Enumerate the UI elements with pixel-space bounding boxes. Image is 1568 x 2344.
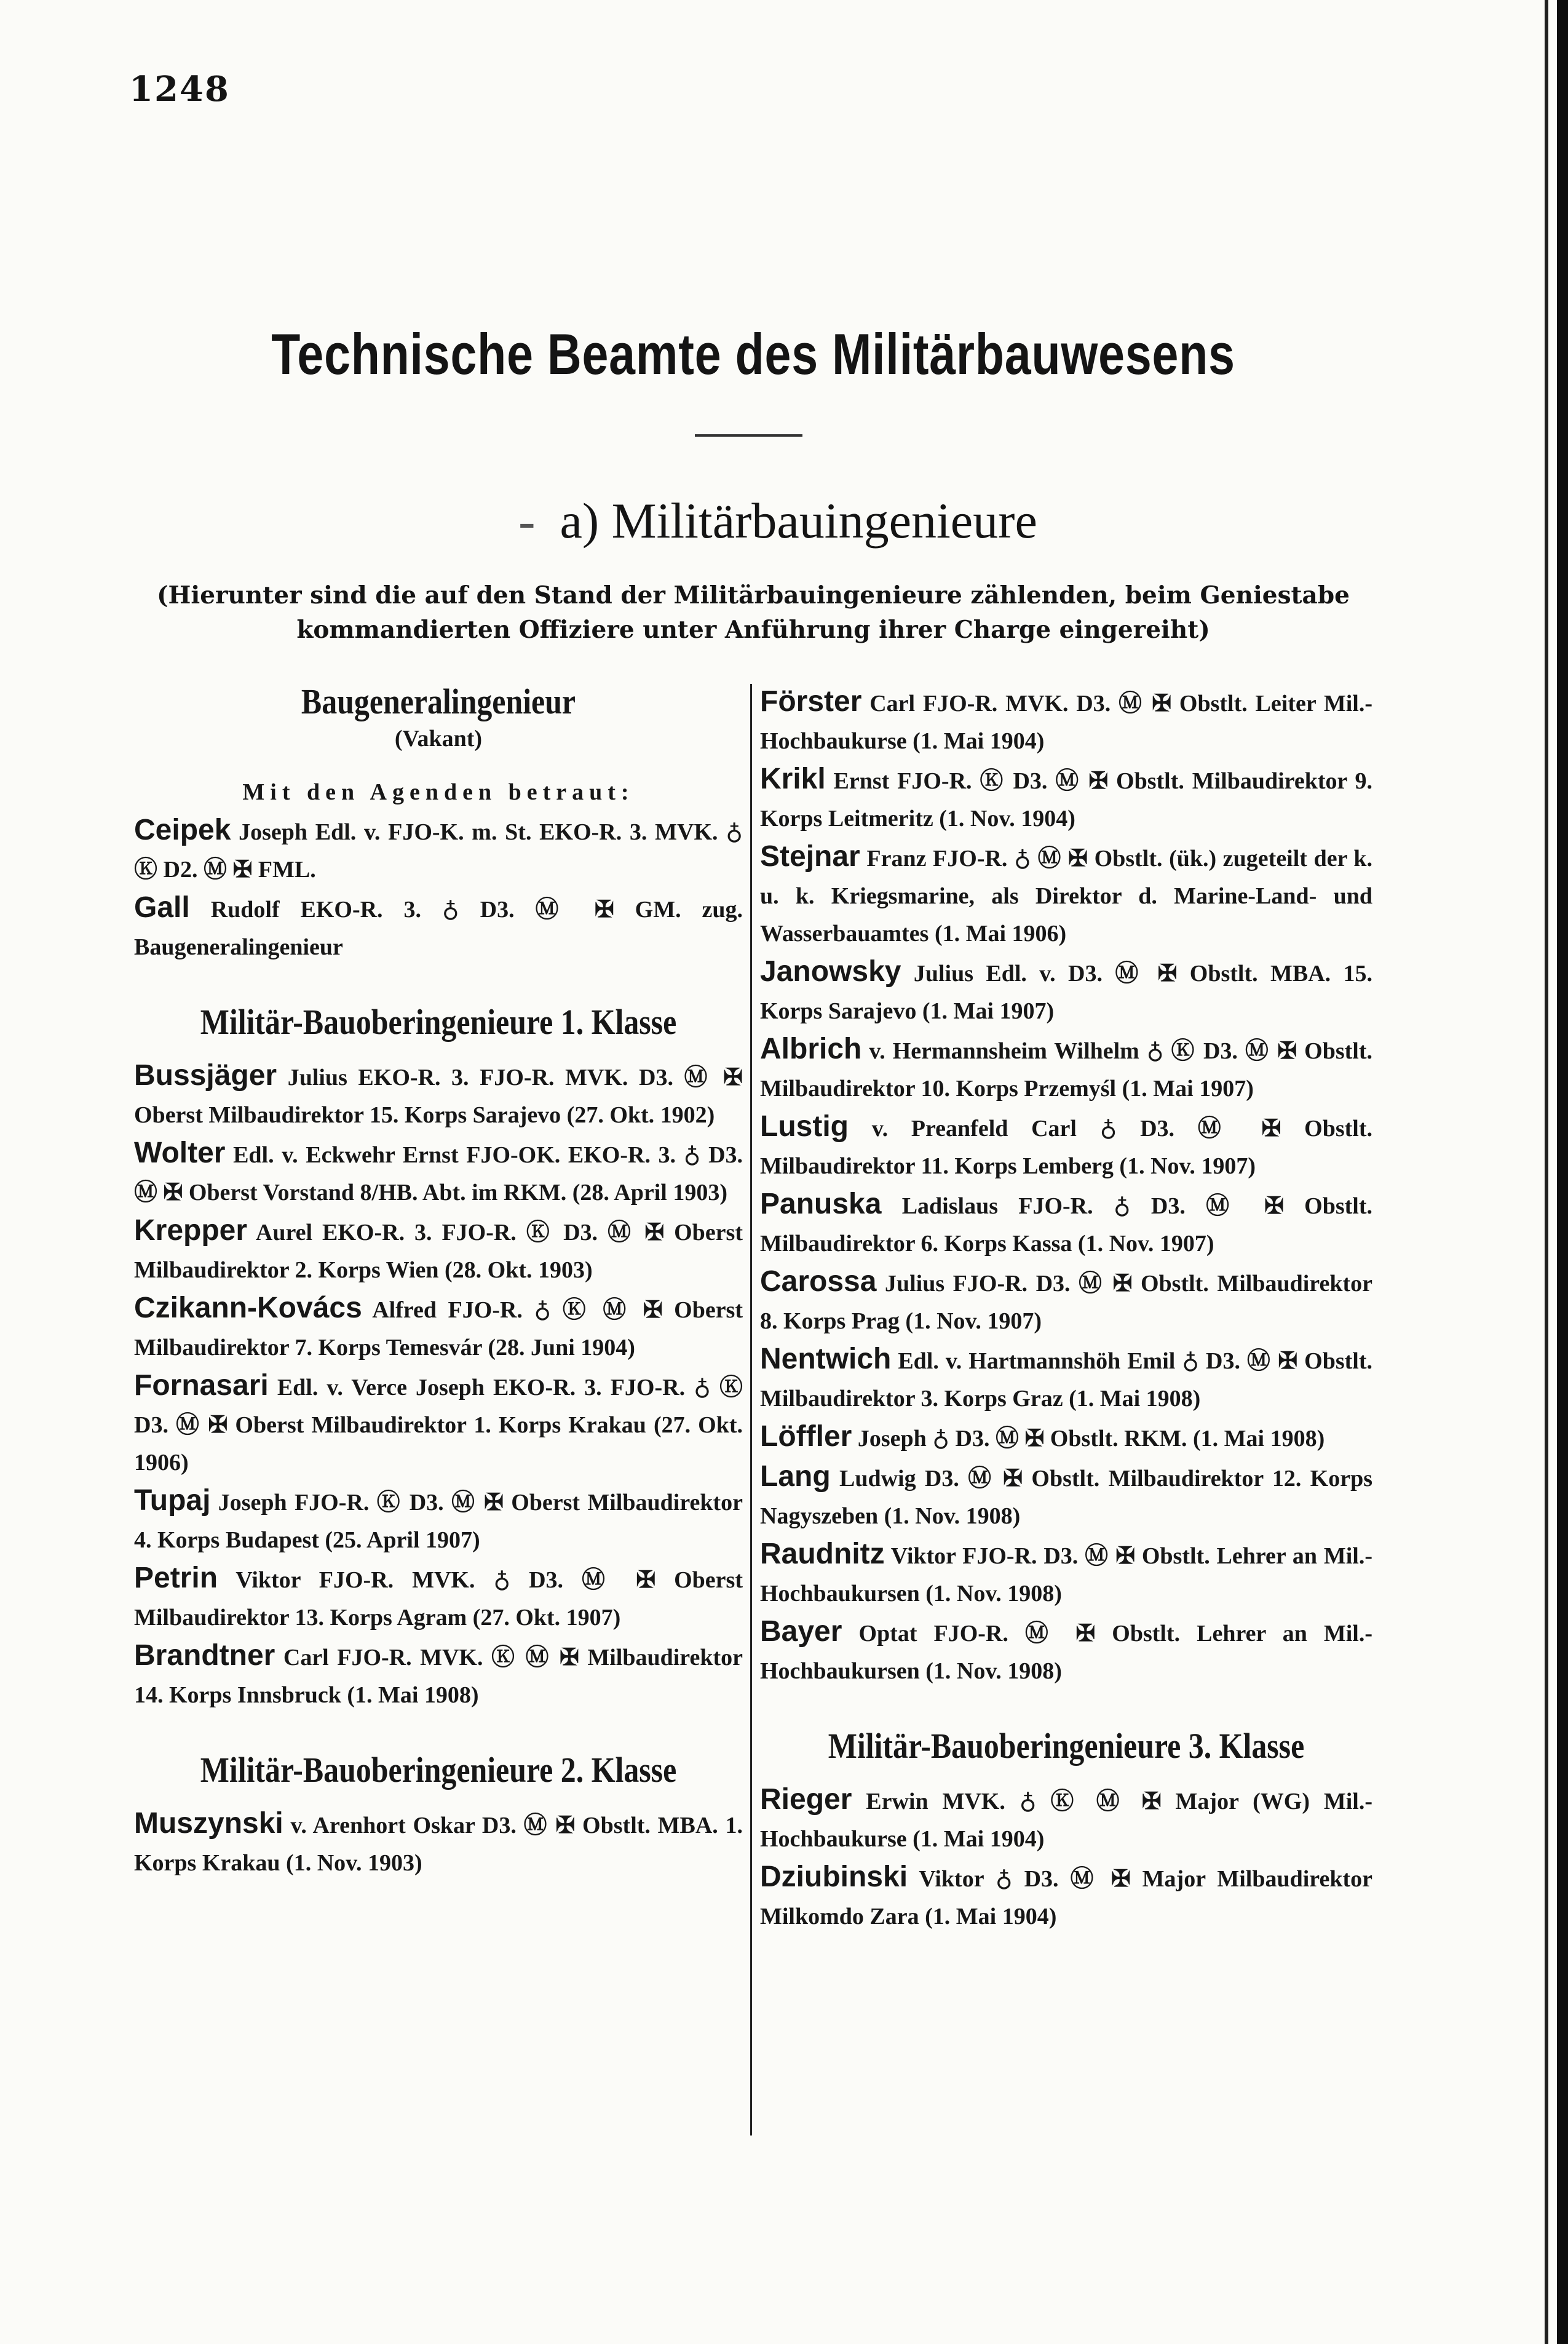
list-item (134, 1057, 743, 1134)
entry-name: Carossa (760, 1265, 877, 1298)
entry-name: Löffler (760, 1420, 852, 1453)
entry-name: Petrin (134, 1562, 218, 1594)
entry-text: v. Preanfeld Carl ♁ D3. Ⓜ ✠ Obstlt. Milbaudirektor 11. Korps Lemberg (1. Nov. 1907) (760, 1116, 1373, 1179)
entry-name: Czikann-Kovács (134, 1292, 362, 1324)
list-item (760, 1418, 1372, 1458)
section-subtitle (0, 492, 1507, 550)
vakant-note: (Vakant) (394, 726, 483, 752)
entry-name: Ceipek (134, 814, 231, 846)
entry-text: Rudolf EKO-R. 3. ♁ D3. Ⓜ ✠ GM. zug. Baugeneralingenieur (134, 897, 743, 960)
list-item (134, 1289, 743, 1367)
entry-text: Joseph FJO-R. Ⓚ D3. Ⓜ ✠ Oberst Milbaudirektor 4. Korps Budapest (25. April 1907) (134, 1490, 743, 1553)
list-item (760, 1458, 1372, 1535)
subtitle-text: a) Militärbauingenieure (560, 493, 1037, 549)
page-number: 1248 (129, 69, 230, 109)
intro-note: (Hierunter sind die auf den Stand der Militärbauingenieure zählenden, beim Geniestabe kommandierten Offiziere unter Anführung ihrer Charge eingereiht) (157, 581, 1350, 644)
entry-text: Erwin MVK. ♁ Ⓚ Ⓜ ✠ Major (WG) Mil.-Hochbaukurse (1. Mai 1904) (760, 1789, 1373, 1852)
page-edge-line (1545, 0, 1548, 2344)
list-item (760, 1263, 1372, 1340)
entry-name: Krikl (760, 763, 826, 795)
list-item (134, 1559, 743, 1637)
list-item (760, 1613, 1372, 1690)
entry-text: Edl. v. Hartmannshöh Emil ♁ D3. Ⓜ ✠ Obstlt. Milbaudirektor 3. Korps Graz (1. Mai 1908) (760, 1348, 1372, 1412)
entry-text: Joseph ♁ D3. Ⓜ ✠ Obstlt. RKM. (1. Mai 1908) (857, 1426, 1325, 1452)
entry-name: Lustig (760, 1110, 849, 1143)
right-column (760, 683, 1372, 1936)
entry-text: Carl FJO-R. MVK. Ⓚ Ⓜ ✠ Milbaudirektor 14. Korps Innsbruck (1. Mai 1908) (134, 1645, 743, 1708)
left-column (134, 683, 743, 1882)
entry-name: Krepper (134, 1214, 248, 1247)
entry-text: Joseph Edl. v. FJO-K. m. St. EKO-R. 3. MVK. ♁ Ⓚ D2. Ⓜ ✠ FML. (134, 819, 743, 883)
subtitle-dash: - (518, 493, 536, 549)
entry-text: Ludwig D3. Ⓜ ✠ Obstlt. Milbaudirektor 12. Korps Nagyszeben (1. Nov. 1908) (760, 1466, 1372, 1529)
entry-name: Gall (134, 891, 190, 924)
entry-name: Fornasari (134, 1369, 269, 1402)
entry-name: Rieger (760, 1783, 852, 1816)
heading-klasse-1: Militär-Bauoberingenieure 1. Klasse (200, 1002, 677, 1042)
entry-text: Alfred FJO-R. ♁ Ⓚ Ⓜ ✠ Oberst Milbaudirektor 7. Korps Temesvár (28. Juni 1904) (134, 1297, 743, 1361)
list-item (760, 1030, 1372, 1108)
entry-name: Dziubinski (760, 1861, 908, 1893)
entry-text: Ernst FJO-R. Ⓚ D3. Ⓜ ✠ Obstlt. Milbaudirektor 9. Korps Leitmeritz (1. Nov. 1904) (760, 768, 1372, 832)
heading-baugeneralingenieur: Baugeneralingenieur (301, 681, 576, 721)
entry-text: Julius FJO-R. D3. Ⓜ ✠ Obstlt. Milbaudirektor 8. Korps Prag (1. Nov. 1907) (760, 1271, 1372, 1334)
list-item (760, 1185, 1372, 1263)
list-item (134, 811, 743, 889)
list-item (760, 1108, 1372, 1185)
entry-text: Ladislaus FJO-R. ♁ D3. Ⓜ ✠ Obstlt. Milbaudirektor 6. Korps Kassa (1. Nov. 1907) (760, 1193, 1372, 1257)
list-item (760, 1340, 1372, 1418)
list-item (134, 1637, 743, 1714)
title-divider (695, 434, 802, 437)
entry-name: Raudnitz (760, 1538, 885, 1570)
list-item (760, 1535, 1372, 1613)
entry-text: Viktor FJO-R. MVK. ♁ D3. Ⓜ ✠ Oberst Milbaudirektor 13. Korps Agram (27. Okt. 1907) (134, 1567, 743, 1631)
entry-text: Viktor ♁ D3. Ⓜ ✠ Major Milbaudirektor Milkomdo Zara (1. Mai 1904) (760, 1866, 1372, 1929)
entry-text: Edl. v. Verce Joseph EKO-R. 3. FJO-R. ♁ Ⓚ D3. Ⓜ ✠ Oberst Milbaudirektor 1. Korps Krakau (27. Okt. 1906) (134, 1375, 743, 1476)
entry-name: Nentwich (760, 1343, 892, 1375)
entry-name: Panuska (760, 1188, 882, 1220)
heading-klasse-3: Militär-Bauoberingenieure 3. Klasse (828, 1726, 1305, 1766)
list-item (134, 1134, 743, 1212)
entry-text: v. Hermannsheim Wilhelm ♁ Ⓚ D3. Ⓜ ✠ Obstlt. Milbaudirektor 10. Korps Przemyśl (1. Mai 1907) (760, 1038, 1372, 1102)
page-edge (1557, 0, 1568, 2344)
entry-name: Bussjäger (134, 1059, 277, 1092)
list-item (134, 1212, 743, 1289)
entry-text: v. Arenhort Oskar D3. Ⓜ ✠ Obstlt. MBA. 1. Korps Krakau (1. Nov. 1903) (134, 1813, 743, 1876)
entry-name: Wolter (134, 1137, 226, 1169)
list-item (760, 1781, 1372, 1858)
entry-name: Albrich (760, 1033, 862, 1065)
entry-text: Julius Edl. v. D3. Ⓜ ✠ Obstlt. MBA. 15. Korps Sarajevo (1. Mai 1907) (760, 961, 1372, 1024)
list-item (760, 838, 1372, 953)
list-item (134, 889, 743, 966)
entry-name: Brandtner (134, 1639, 275, 1672)
list-item (760, 760, 1372, 838)
list-item (134, 1482, 743, 1559)
entry-text: Carl FJO-R. MVK. D3. Ⓜ ✠ Obstlt. Leiter Mil.-Hochbaukurse (1. Mai 1904) (760, 691, 1372, 754)
entry-name: Stejnar (760, 840, 860, 873)
list-item (134, 1367, 743, 1482)
page-title: Technische Beamte des Militärbauwesens (271, 322, 1235, 386)
entry-text: Julius EKO-R. 3. FJO-R. MVK. D3. Ⓜ ✠ Oberst Milbaudirektor 15. Korps Sarajevo (27. Okt. 1902) (134, 1065, 743, 1128)
list-item (134, 1805, 743, 1882)
entry-name: Muszynski (134, 1807, 283, 1840)
entry-text: Viktor FJO-R. D3. Ⓜ ✠ Obstlt. Lehrer an Mil.-Hochbaukursen (1. Nov. 1908) (760, 1543, 1372, 1607)
list-item (760, 683, 1372, 760)
entry-name: Förster (760, 685, 862, 718)
entry-text: Edl. v. Eckwehr Ernst FJO-OK. EKO-R. 3. ♁ D3. Ⓜ ✠ Oberst Vorstand 8/HB. Abt. im RKM. (28. April 1903) (134, 1142, 743, 1206)
entry-text: Optat FJO-R. Ⓜ ✠ Obstlt. Lehrer an Mil.-Hochbaukursen (1. Nov. 1908) (760, 1621, 1373, 1684)
entry-name: Lang (760, 1460, 831, 1493)
entry-text: Franz FJO-R. ♁ Ⓜ ✠ Obstlt. (ük.) zugeteilt der k. u. k. Kriegsmarine, als Direktor d. Marine-Land- und Wasserbauamtes (1. Mai 1906) (760, 846, 1373, 947)
column-divider (750, 684, 752, 2135)
list-item (760, 953, 1372, 1030)
list-item (760, 1858, 1372, 1936)
betraut-label: Mit den Agenden betraut: (242, 779, 635, 805)
entry-name: Bayer (760, 1615, 842, 1648)
entry-text: Aurel EKO-R. 3. FJO-R. Ⓚ D3. Ⓜ ✠ Oberst Milbaudirektor 2. Korps Wien (28. Okt. 1903) (134, 1220, 743, 1283)
entry-name: Tupaj (134, 1484, 211, 1517)
entry-name: Janowsky (760, 955, 901, 988)
heading-klasse-2: Militär-Bauoberingenieure 2. Klasse (200, 1750, 677, 1790)
